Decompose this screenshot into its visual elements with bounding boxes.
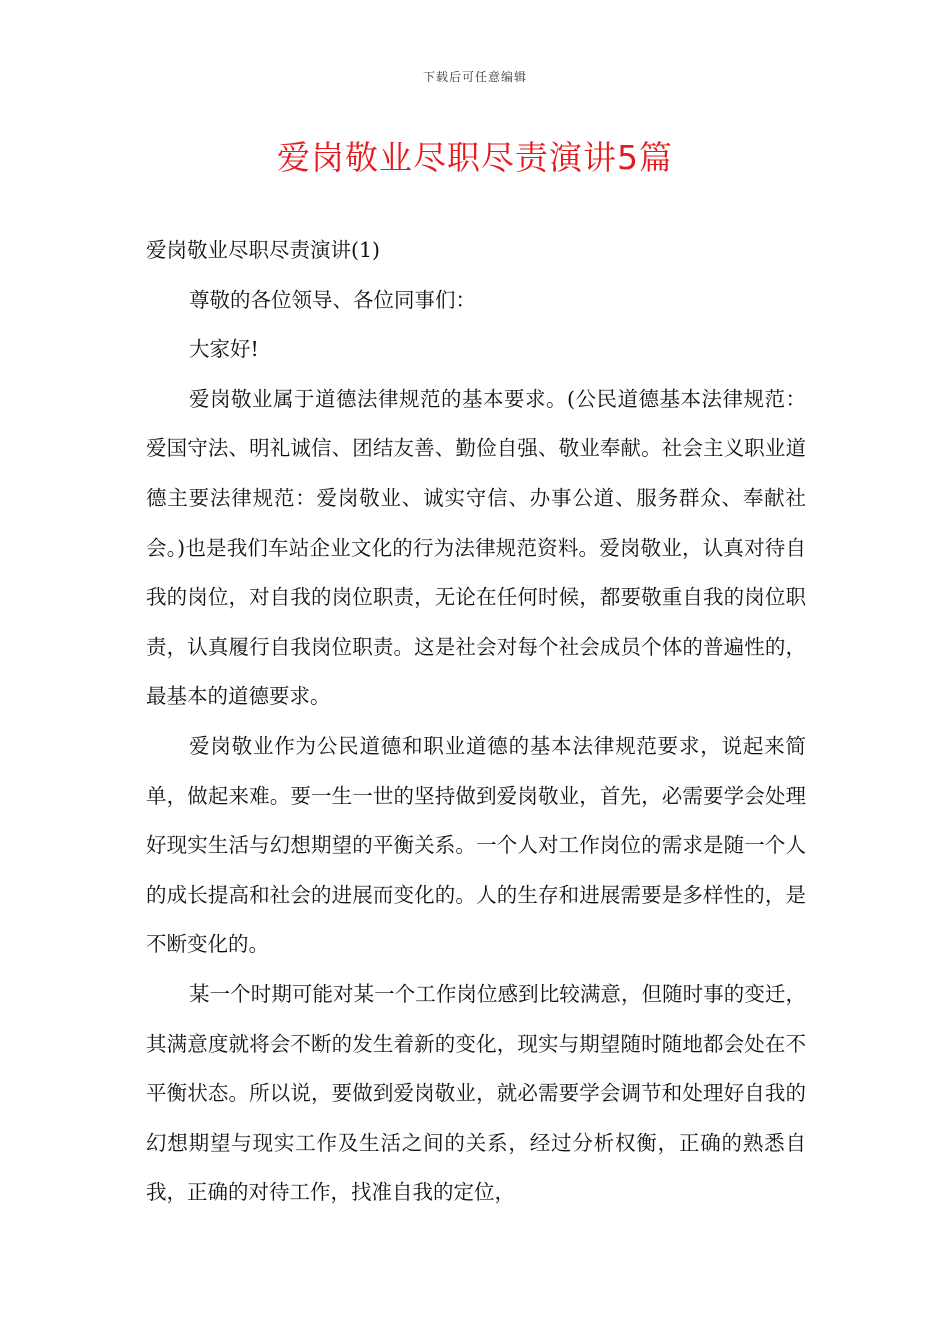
paragraph-body-2: 爱岗敬业作为公民道德和职业道德的基本法律规范要求，说起来简单，做起来难。要一生一世的坚持做到爱岗敬业，首先，必需要学会处理好现实生活与幻想期望的平衡关系。一个人对工作岗位的需求是随一个人的成长提高和社会的进展而变化的。人的生存和进展需要是多样性的，是不断变化的。 — [146, 733, 806, 957]
paragraph-body-1: 爱岗敬业属于道德法律规范的基本要求。(公民道德基本法律规范：爱国守法、明礼诚信、团结友善、勤俭自强、敬业奉献。社会主义职业道德主要法律规范：爱岗敬业、诚实守信、办事公道、服务群众、奉献社会。)也是我们车站企业文化的行为法律规范资料。爱岗敬业，认真对待自我的岗位，对自我的岗位职责，无论在任何时候，都要敬重自我的岗位职责，认真履行自我岗位职责。这是社会对每个社会成员个体的普遍性的，最基本的道德要求。 — [146, 386, 806, 709]
document-body — [146, 226, 806, 1218]
paragraph-salutation: 尊敬的各位领导、各位同事们： — [189, 287, 477, 312]
paragraph-greeting: 大家好! — [189, 337, 259, 362]
header-note: 下载后可任意编辑 — [422, 70, 527, 84]
paragraph-body-3: 某一个时期可能对某一个工作岗位感到比较满意，但随时事的变迁，其满意度就将会不断的发生着新的变化，现实与期望随时随地都会处在不平衡状态。所以说，要做到爱岗敬业，就必需要学会调节和处理好自我的幻想期望与现实工作及生活之间的关系，经过分析权衡，正确的熟悉自我，正确的对待工作，找准自我的定位， — [146, 981, 806, 1205]
document-title: 爱岗敬业尽职尽责演讲5篇 — [277, 138, 673, 177]
section-heading: 爱岗敬业尽职尽责演讲(1) — [146, 238, 381, 262]
